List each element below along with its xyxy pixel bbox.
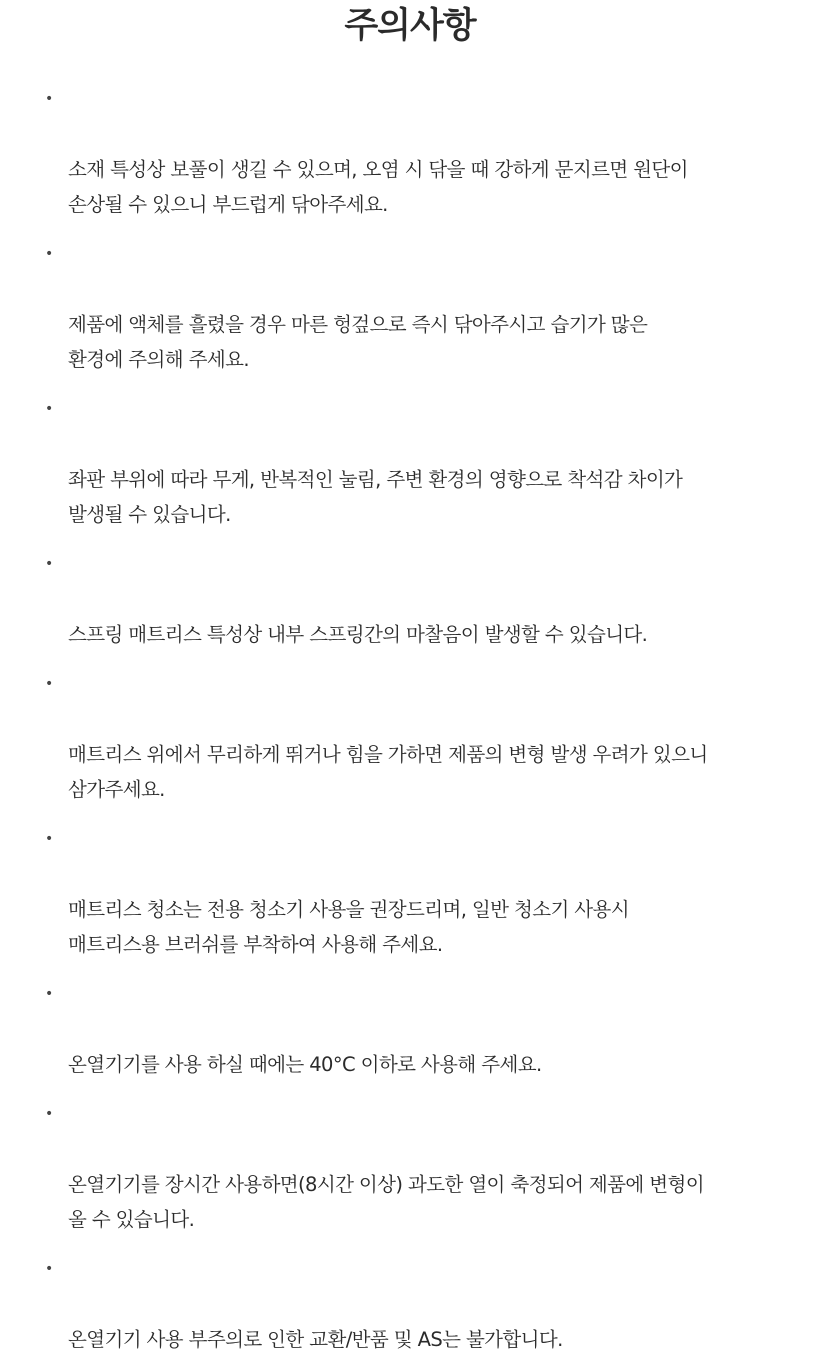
bullet-icon: • — [45, 831, 53, 847]
notice-text: 소재 특성상 보풀이 생길 수 있으며, 오염 시 닦을 때 강하게 문지르면 원단이 손상될 수 있으니 부드럽게 닦아주세요. — [68, 158, 688, 216]
bullet-icon: • — [45, 246, 53, 262]
bullet-icon: • — [45, 986, 53, 1002]
notice-item — [0, 237, 820, 377]
notice-text: 매트리스 청소는 전용 청소기 사용을 권장드리며, 일반 청소기 사용시 매트리스용 브러쉬를 부착하여 사용해 주세요. — [68, 898, 630, 956]
notice-text: 스프링 매트리스 특성상 내부 스프링간의 마찰음이 발생할 수 있습니다. — [68, 623, 648, 646]
notice-list — [0, 82, 820, 1372]
bullet-icon: • — [45, 676, 53, 692]
notice-item — [0, 82, 820, 222]
notice-text: 온열기기를 사용 하실 때에는 40°C 이하로 사용해 주세요. — [68, 1053, 542, 1076]
notice-text: 좌판 부위에 따라 무게, 반복적인 눌림, 주변 환경의 영향으로 착석감 차이가 발생될 수 있습니다. — [68, 468, 683, 526]
notice-item — [0, 392, 820, 532]
notice-text: 온열기기 사용 부주의로 인한 교환/반품 및 AS는 불가합니다. — [68, 1328, 563, 1351]
page-title: 주의사항 — [344, 6, 476, 46]
notice-item — [0, 667, 820, 807]
notice-text: 제품에 액체를 흘렸을 경우 마른 헝겊으로 즉시 닦아주시고 습기가 많은 환경에 주의해 주세요. — [68, 313, 648, 371]
notice-item — [0, 547, 820, 652]
bullet-icon: • — [45, 401, 53, 417]
bullet-icon: • — [45, 91, 53, 107]
notice-item — [0, 977, 820, 1082]
notice-text: 매트리스 위에서 무리하게 뛰거나 힘을 가하면 제품의 변형 발생 우려가 있으니 삼가주세요. — [68, 743, 708, 801]
notice-text: 온열기기를 장시간 사용하면(8시간 이상) 과도한 열이 축정되어 제품에 변형이 올 수 있습니다. — [68, 1173, 704, 1231]
bullet-icon: • — [45, 556, 53, 572]
notice-item — [0, 1252, 820, 1357]
bullet-icon: • — [45, 1261, 53, 1277]
notice-item — [0, 822, 820, 962]
bullet-icon: • — [45, 1106, 53, 1122]
notice-item — [0, 1097, 820, 1237]
